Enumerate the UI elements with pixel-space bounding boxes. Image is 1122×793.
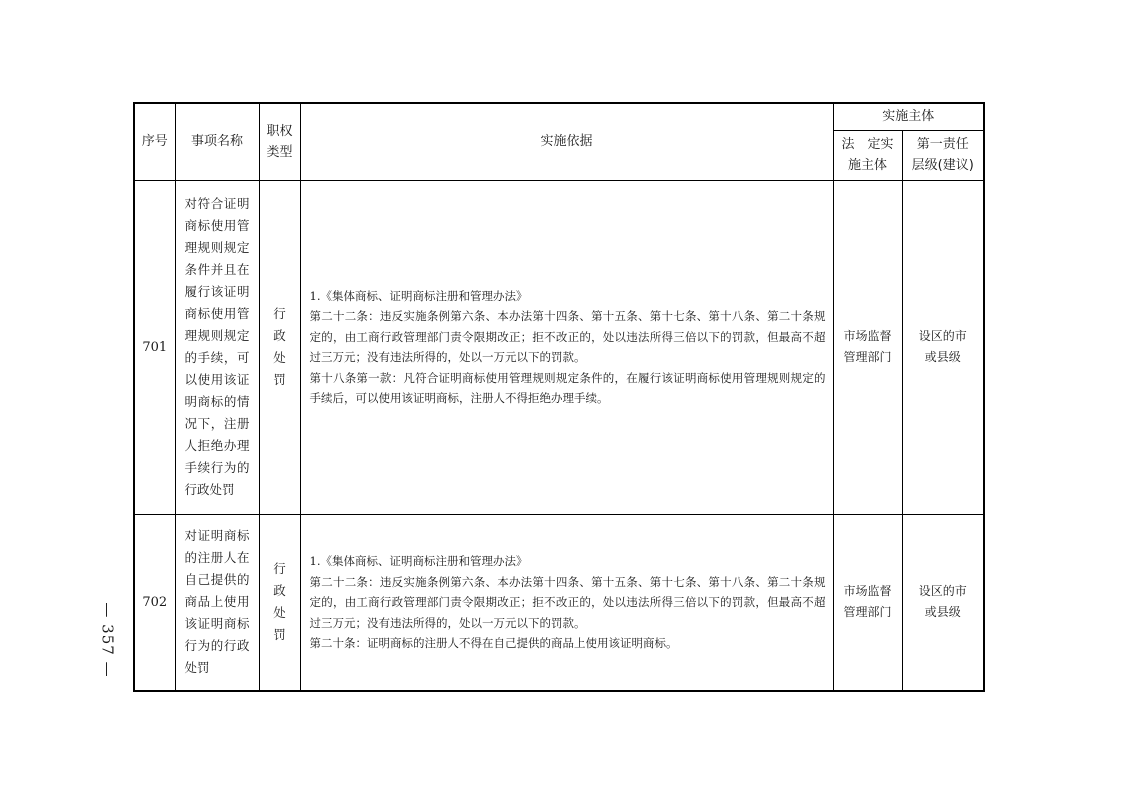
row-responsibility-level: 设区的市或县级: [902, 514, 984, 691]
header-serial-no: 序号: [134, 103, 175, 180]
basis-line: 第二十二条：违反实施条例第六条、本办法第十四条、第十五条、第十七条、第十八条、第二十条规定的，由工商行政管理部门责令限期改正；拒不改正的，处以违法所得三倍以下的罚款，但最高不超过三万元；没有违法所得的，处以一万元以下的罚款。: [309, 574, 826, 630]
row-serial-no: 701: [134, 180, 175, 514]
header-power-type: 职权类型: [259, 103, 300, 180]
page-number: [88, 600, 128, 680]
table-row: [134, 514, 984, 691]
enforcement-items-table: [133, 102, 985, 692]
basis-line: 第二十二条：违反实施条例第六条、本办法第十四条、第十五条、第十七条、第十八条、第二十条规定的，由工商行政管理部门责令限期改正；拒不改正的，处以违法所得三倍以下的罚款，但最高不超过三万元；没有违法所得的，处以一万元以下的罚款。: [309, 309, 826, 364]
header-implementing-subject: 实施主体: [833, 103, 984, 130]
table-row: [134, 180, 984, 514]
row-serial-no: 702: [134, 514, 175, 691]
row-power-type: 行政处罚: [259, 180, 300, 514]
header-item-name: 事项名称: [175, 103, 259, 180]
header-basis: 实施依据: [300, 103, 833, 180]
header-legal-subject: 法 定实施主体: [833, 130, 902, 180]
basis-line: 1.《集体商标、证明商标注册和管理办法》: [309, 288, 528, 303]
row-item-name: 对证明商标的注册人在自己提供的商品上使用该证明商标行为的行政处罚: [175, 514, 259, 691]
row-power-type: 行政处罚: [259, 514, 300, 691]
basis-line: 第二十条：证明商标的注册人不得在自己提供的商品上使用该证明商标。: [309, 636, 678, 650]
row-basis: [300, 514, 833, 691]
row-legal-subject: 市场监督管理部门: [833, 514, 902, 691]
row-responsibility-level: 设区的市或县级: [902, 180, 984, 514]
row-legal-subject: 市场监督管理部门: [833, 180, 902, 514]
basis-line: 第十八条第一款：凡符合证明商标使用管理规则规定条件的，在履行该证明商标使用管理规则规定的手续后，可以使用该证明商标，注册人不得拒绝办理手续。: [309, 370, 826, 405]
row-item-name: 对符合证明商标使用管理规则规定条件并且在履行该证明商标使用管理规则规定的手续，可以使用该证明商标的情况下，注册人拒绝办理手续行为的行政处罚: [175, 180, 259, 514]
row-basis: [300, 180, 833, 514]
basis-line: 1.《集体商标、证明商标注册和管理办法》: [309, 554, 528, 568]
page-number-text: — 357 —: [99, 602, 118, 678]
header-responsibility-level: 第一责任层级(建议): [902, 130, 984, 180]
